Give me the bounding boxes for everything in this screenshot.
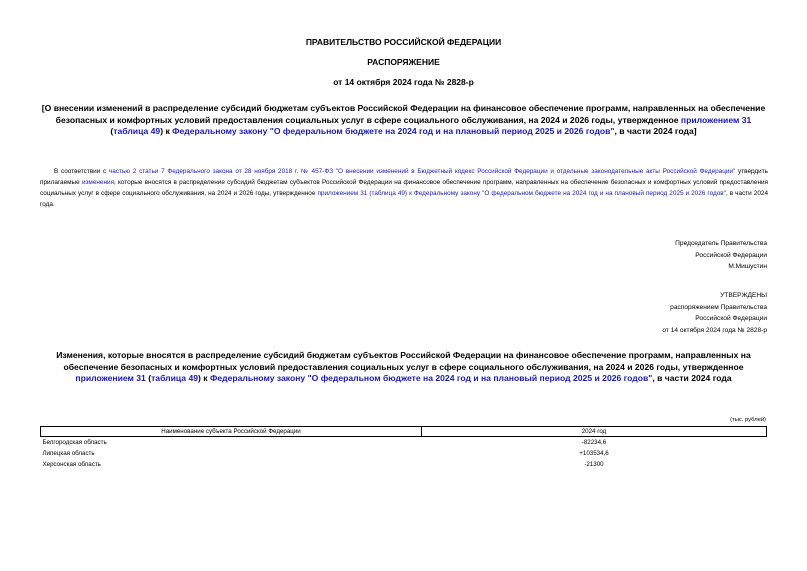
approval-date-number: от 14 октября 2024 года № 2828-р [662,326,767,334]
region-name: Херсонская область [42,461,101,468]
annex-text-4: , в части 2024 года [652,373,732,383]
annex-link-table[interactable]: таблица 49 [151,373,199,383]
annex-text-3: ) к [198,373,210,383]
document-date-number: от 14 октября 2024 года № 2828-р [333,77,474,87]
approval-line-3: Российской Федерации [695,315,767,322]
title-text-1: [О внесении изменений в распределение субсидий бюджетам субъектов Российской Федерации на финансовое обеспечение программ, направленных на обеспечение безопасных и комфортных условий предоставления социальных услуг в сфере социального обслуживания, на 2024 и 2026 годы, утвержденное [41,103,766,125]
document-title [40,103,767,138]
signature-position: Председатель Правительства [675,240,767,247]
title-text-3: ) к [160,126,173,136]
region-value: -82234,6 [581,439,607,446]
table-header-row [41,427,767,437]
table-row [41,459,767,470]
title-text-4: , в части 2024 года] [614,126,697,136]
column-header-year: 2024 год [422,427,767,437]
approval-block [662,290,767,336]
body-text-1: В соответствии с [54,168,109,175]
region-value: +103534,6 [579,450,609,457]
body-text-2: утвердить прилагаемые [40,168,768,186]
government-heading: ПРАВИТЕЛЬСТВО РОССИЙСКОЙ ФЕДЕРАЦИИ [305,37,502,47]
title-link-table[interactable]: таблица 49 [113,126,161,136]
units-label: (тыс. рублей) [730,417,766,423]
title-link-appendix[interactable]: приложением 31 [680,114,752,125]
region-value: -21300 [584,461,604,468]
body-text-4: , в части 2024 года. [40,190,769,208]
title-text-2: ( [110,126,114,136]
region-name: Липецкая область [42,450,95,457]
table-row [41,448,767,459]
body-paragraph [40,166,768,210]
annex-title [40,350,767,385]
body-text-3: , которые вносятся в распределение субсидий бюджетам субъектов Российской Федерации на финансовое обеспечение программ, направленных на обеспечение безопасных и комфортных условий предоставления социальных услуг в сфере социального обслуживания, на 2024 и 2026 годы, утвержденное [40,179,769,197]
annex-link-appendix[interactable]: приложением 31 [75,373,146,383]
annex-link-law[interactable]: Федеральному закону "О федеральном бюджете на 2024 год и на плановый период 2025 и 2026 годов" [210,373,653,383]
body-link-appendix[interactable]: приложением 31 (таблица 49) к Федеральному закону "О федеральном бюджете на 2024 год и на плановый период 2025 и 2026 годов" [317,190,726,197]
signature-country: Российской Федерации [695,251,767,259]
body-link-federal-law[interactable]: частью 2 статьи 7 Федерального закона от 28 ноября 2018 г. № 457-ФЗ "О внесении изменений в Бюджетный кодекс Российской Федерации и отдельные законодательные акты Российской Федерации" [108,168,736,175]
approval-line-2: распоряжением Правительства [670,303,767,311]
signature-name: М.Мишустин [728,263,767,270]
title-link-law[interactable]: Федеральному закону "О федеральном бюджете на 2024 год и на плановый период 2025 и 2026 годов" [172,126,615,136]
annex-text-1: Изменения, которые вносятся в распределение субсидий бюджетам субъектов Российской Федерации на финансовое обеспечение программ, направленных на обеспечение безопасных и комфортных условий предоставления социальных услуг в сфере социального обслуживания, на 2024 и 2026 годы, утвержденное [56,350,751,372]
body-link-changes[interactable]: изменения [81,179,115,186]
region-name: Белгородская область [42,439,107,446]
subsidies-table [40,426,767,470]
document-type: РАСПОРЯЖЕНИЕ [367,57,440,67]
signature-block [675,238,767,273]
annex-text-2: ( [145,373,152,383]
approval-heading: УТВЕРЖДЕНЫ [720,292,767,299]
column-header-region: Наименование субъекта Российской Федерации [41,427,422,437]
table-row [41,437,767,449]
